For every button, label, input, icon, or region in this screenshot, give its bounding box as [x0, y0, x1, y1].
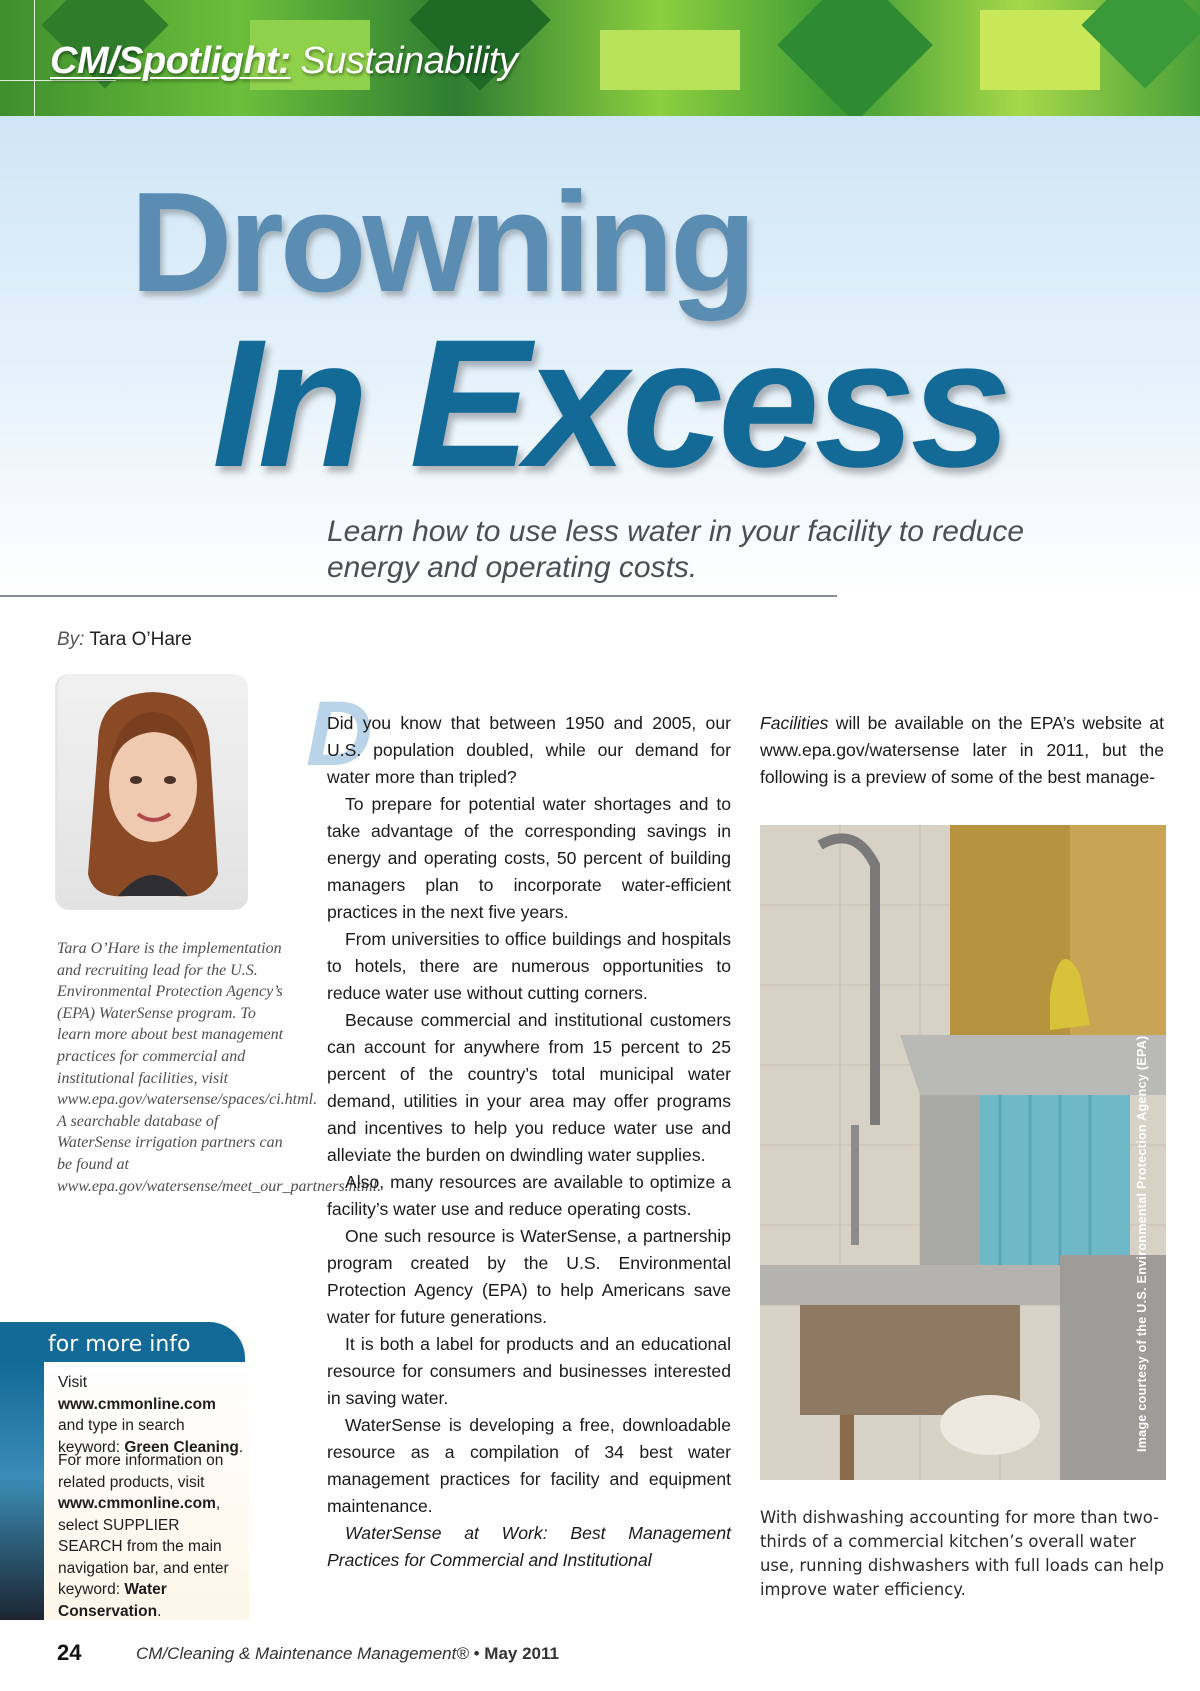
info-keyword: Water Conservation — [58, 1581, 167, 1620]
headline-line-2: In Excess — [212, 301, 1007, 505]
byline — [57, 629, 192, 651]
body-paragraph: To prepare for potential water shortages and to take advantage of the corresponding savings in energy and operating costs, 50 percent of building managers plan to incorporate water-efficient practices in the next five years. — [327, 794, 731, 922]
info-text: For more information on related products, visit — [58, 1452, 224, 1491]
dishwasher-photo — [760, 825, 1166, 1480]
body-paragraph: One such resource is WaterSense, a partnership program created by the U.S. Environmental Protection Agency (EPA) to help Americans save water for future generations. — [327, 1226, 731, 1327]
photo-caption: With dishwashing accounting for more than two-thirds of a commercial kitchen’s overall water use, running dishwashers with full loads can help improve water efficiency. — [760, 1508, 1165, 1599]
author-name: Tara O’Hare — [89, 629, 192, 650]
banner-decoration — [980, 10, 1100, 90]
divider — [0, 595, 837, 597]
body-paragraph: Did you know that between 1950 and 2005, our U.S. population doubled, while our demand for water more than tripled? — [327, 713, 731, 787]
body-paragraph: WaterSense is developing a free, downloadable resource as a compilation of 34 best water management practices for facility and equipment maintenance. — [327, 1415, 731, 1516]
banner-decoration — [777, 0, 933, 116]
banner-decoration — [600, 30, 740, 90]
author-bio: Tara O’Hare is the implementation and recruiting lead for the U.S. Environmental Protection Agency’s (EPA) WaterSense program. To learn more about best management practices for commercial and institutional facilities, visit www.epa.gov/watersense/spaces/ci.html. A searchable database of WaterSense irrigation partners can be found at www.epa.gov/watersense/meet_our_partners.html. — [57, 940, 382, 1195]
body-paragraph — [760, 710, 1164, 791]
info-box-title: for more info — [48, 1332, 191, 1357]
body-italic: Facilities — [760, 713, 829, 733]
info-text: . — [157, 1602, 162, 1620]
drop-cap: D — [306, 683, 373, 785]
article-dek: Learn how to use less water in your facility to reduce energy and operating costs. — [327, 515, 1025, 584]
photo-credit: Image courtesy of the U.S. Environmental Protection Agency (EPA) — [1135, 1035, 1149, 1452]
crop-mark — [34, 0, 35, 116]
magazine-name: CM/Cleaning & Maintenance Management® — [136, 1644, 469, 1663]
author-portrait — [58, 674, 248, 910]
section-title-light: Sustainability — [300, 40, 518, 82]
info-keyword: Green Cleaning — [124, 1438, 239, 1456]
headline-line-1: Drowning — [130, 163, 753, 322]
dishwasher-illustration — [760, 825, 1166, 1480]
body-paragraph: WaterSense at Work: Best Management Practices for Commercial and Institutional — [327, 1523, 731, 1570]
article-body — [327, 710, 731, 1574]
info-link[interactable]: www.cmmonline.com — [58, 1495, 216, 1512]
body-paragraph: It is both a label for products and an educational resource for consumers and businesses interested in saving water. — [327, 1334, 731, 1408]
section-banner — [0, 0, 1200, 116]
body-text: will be available on the EPA’s website at www.epa.gov/watersense later in 2011, but the following is a preview of some of the best manage- — [760, 713, 1164, 787]
byline-prefix: By: — [57, 629, 85, 650]
footer-publication — [136, 1644, 559, 1664]
info-box-sidebar — [0, 1362, 44, 1620]
info-text: Visit — [58, 1374, 88, 1391]
body-paragraph: From universities to office buildings and hospitals to hotels, there are numerous opportunities to reduce water use without cutting corners. — [327, 929, 731, 1003]
body-paragraph: Because commercial and institutional customers can account for anywhere from 15 percent to 25 percent of the country’s total municipal water demand, utilities in your area may offer programs and incentives to help you reduce water use and alleviate the burden on dwindling water supplies. — [327, 1010, 731, 1165]
info-text: , select SUPPLIER SEARCH from the main navigation bar, and enter keyword: — [58, 1495, 229, 1598]
footer-bullet: • — [473, 1644, 480, 1663]
article-body-continued — [760, 710, 1164, 791]
issue-date: May 2011 — [484, 1644, 559, 1663]
info-box-paragraph-1 — [58, 1372, 246, 1458]
info-box-paragraph-2 — [58, 1450, 246, 1622]
section-title — [50, 40, 517, 83]
info-link[interactable]: www.cmmonline.com — [58, 1395, 216, 1413]
info-text: and type in search keyword: — [58, 1417, 185, 1456]
body-paragraph: Also, many resources are available to optimize a facility’s water use and reduce operating costs. — [327, 1172, 731, 1219]
page-number: 24 — [57, 1640, 82, 1665]
author-photo — [58, 674, 248, 910]
section-title-bold: CM/Spotlight: — [50, 40, 291, 82]
info-text: . — [238, 1438, 244, 1456]
